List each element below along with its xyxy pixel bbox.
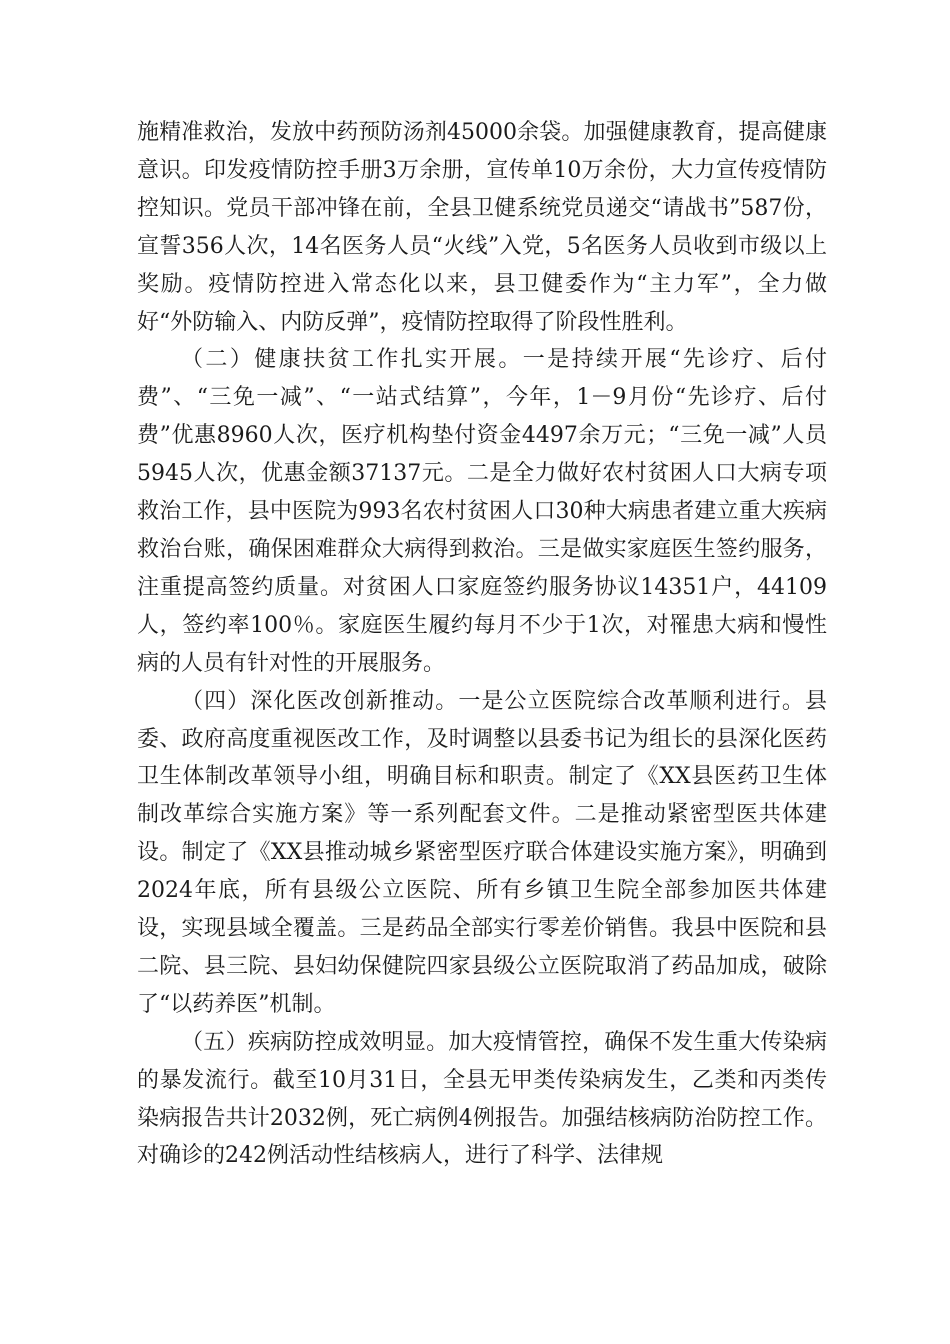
paragraph-disease-control: （五）疾病防控成效明显。加大疫情管控，确保不发生重大传染病的暴发流行。截至10月31日，全县无甲类传染病发生，乙类和丙类传染病报告共计2032例，死亡病例4例报告。加强结核病防治防控工作。对确诊的242例活动性结核病人，进行了科学、法律规 bbox=[137, 1029, 827, 1169]
document-body bbox=[137, 114, 827, 1175]
paragraph-health-poverty-alleviation: （二）健康扶贫工作扎实开展。一是持续开展“先诊疗、后付费”、“三免一减”、“一站式结算”，今年，1－9月份“先诊疗、后付费”优惠8960人次，医疗机构垫付资金4497余万元；“三免一减”人员5945人次，优惠金额37137元。二是全力做好农村贫困人口大病专项救治工作，县中医院为993名农村贫困人口30种大病患者建立重大疾病救治台账，确保困难群众大病得到救治。三是做实家庭医生签约服务，注重提高签约质量。对贫困人口家庭签约服务协议14351户，44109人，签约率100％。家庭医生履约每月不少于1次，对罹患大病和慢性病的人员有针对性的开展服务。 bbox=[137, 347, 827, 676]
paragraph-medical-reform: （四）深化医改创新推动。一是公立医院综合改革顺利进行。县委、政府高度重视医改工作，及时调整以县委书记为组长的县深化医药卫生体制改革领导小组，明确目标和职责。制定了《XX县医药卫生体制改革综合实施方案》等一系列配套文件。二是推动紧密型医共体建设。制定了《XX县推动城乡紧密型医疗联合体建设实施方案》，明确到2024年底，所有县级公立医院、所有乡镇卫生院全部参加医共体建设，实现县域全覆盖。三是药品全部实行零差价销售。我县中医院和县二院、县三院、县妇幼保健院四家县级公立医院取消了药品加成，破除了“以药养医”机制。 bbox=[137, 688, 827, 1017]
paragraph-epidemic-continued: 施精准救治，发放中药预防汤剂45000余袋。加强健康教育，提高健康意识。印发疫情防控手册3万余册，宣传单10万余份，大力宣传疫情防控知识。党员干部冲锋在前，全县卫健系统党员递交“请战书”587份，宣誓356人次，14名医务人员“火线”入党，5名医务人员收到市级以上奖励。疫情防控进入常态化以来，县卫健委作为“主力军”，全力做好“外防输入、内防反弹”，疫情防控取得了阶段性胜利。 bbox=[137, 120, 827, 335]
